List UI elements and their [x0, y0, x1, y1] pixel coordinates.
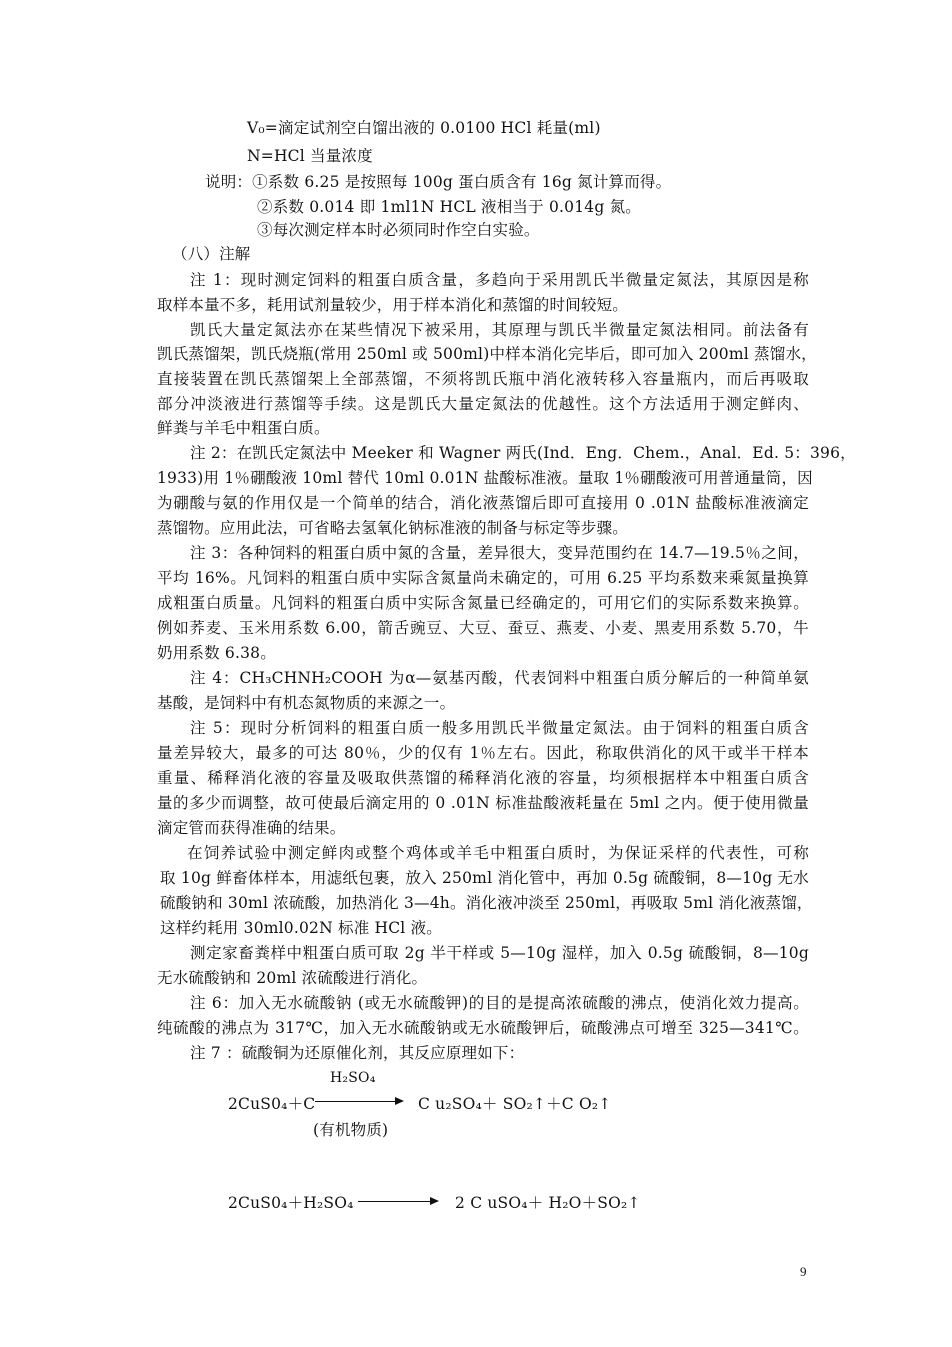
- feces-para-line2: 无水硫酸钠和 20ml 浓硫酸进行消化。: [157, 969, 428, 987]
- note5-line4: 量的多少而调整，故可使最后滴定用的 0 .01N 标准盐酸液耗量在 5ml 之内。便于使用微量: [157, 794, 809, 812]
- note3-line3: 成粗蛋白质量。凡饲料的粗蛋白质中实际含氮量已经确定的，可用它们的实际系数来换算。: [157, 594, 809, 612]
- note4-line2: 基酸，是饲料中有机态氮物质的来源之一。: [157, 694, 456, 712]
- note6-line2: 纯硫酸的沸点为 317℃，加入无水硫酸钠或无水硫酸钾后，硫酸沸点可增至 325—341℃。: [157, 1019, 809, 1037]
- n-definition: N=HCl 当量浓度: [247, 147, 373, 165]
- section-heading: （八）注解: [172, 245, 251, 263]
- note3-line4: 例如荞麦、玉米用系数 6.00，箭舌豌豆、大豆、蚕豆、燕麦、小麦、黑麦用系数 5.70，牛: [157, 619, 809, 637]
- eq2-arrow: [358, 1201, 430, 1202]
- eq1-note: (有机物质): [313, 1121, 389, 1139]
- note7-line: 注 7 ：硫酸铜为还原催化剂，其反应原理如下：: [190, 1044, 525, 1062]
- v0-definition: V₀=滴定试剂空白馏出液的 0.0100 HCl 耗量(ml): [247, 119, 601, 137]
- note6-line1: 注 6：加入无水硫酸钠 (或无水硫酸钾)的目的是提高浓硫酸的沸点，使消化效力提高。: [190, 994, 809, 1012]
- note4-line1: 注 4：CH₃CHNH₂COOH 为α—氨基丙酸，代表饲料中粗蛋白质分解后的一种简单氨: [190, 669, 809, 687]
- eq2-arrow-head: [430, 1197, 439, 1205]
- note1-line3: 凯氏大量定氮法亦在某些情况下被采用，其原理与凯氏半微量定氮法相同。前法备有: [190, 321, 809, 339]
- note1-line7: 鲜粪与羊毛中粗蛋白质。: [157, 419, 330, 437]
- note1-line2: 取样本量不多，耗用试剂量较少，用于样本消化和蒸馏的时间较短。: [157, 296, 629, 314]
- note1-line4: 凯氏蒸馏架，凯氏烧瓶(常用 250ml 或 500ml)中样本消化完毕后，即可加入 200ml 蒸馏水，: [157, 345, 817, 363]
- note3-line5: 奶用系数 6.38。: [157, 644, 276, 662]
- eq2-reactants: 2CuS0₄＋H₂SO₄: [228, 1194, 354, 1212]
- note5-line5: 滴定管而获得准确的结果。: [157, 819, 346, 837]
- explanation-2: ②系数 0.014 即 1ml1N HCL 液相当于 0.014g 氮。: [257, 198, 641, 216]
- note1-line5: 直接装置在凯氏蒸馏架上全部蒸馏，不须将凯氏瓶中消化液转移入容量瓶内，而后再吸取: [157, 370, 809, 388]
- feces-para-line1: 测定家畜粪样中粗蛋白质可取 2g 半干样或 5—10g 湿样，加入 0.5g 硫酸铜，8—10g: [190, 944, 809, 962]
- eq2-products: 2 C uSO₄＋ H₂O＋SO₂↑: [455, 1194, 641, 1212]
- sampling-para-line2: 取 10g 鲜畜体样本，用滤纸包裹，放入 250ml 消化管中，再加 0.5g 硫酸铜，8—10g 无水: [160, 869, 809, 887]
- sampling-para-line4: 这样约耗用 30ml0.02N 标准 HCl 液。: [160, 919, 442, 937]
- explanation-3: ③每次测定样本时必须同时作空白实验。: [257, 221, 540, 239]
- explanation-1: 说明：①系数 6.25 是按照每 100g 蛋白质含有 16g 氮计算而得。: [205, 173, 672, 191]
- eq1-catalyst: H₂SO₄: [330, 1070, 376, 1086]
- note3-line1: 注 3：各种饲料的粗蛋白质中氮的含量，差异很大，变异范围约在 14.7—19.5％之间，: [190, 544, 809, 562]
- eq1-arrow-head: [395, 1097, 404, 1105]
- sampling-para-line1: 在饲养试验中测定鲜肉或整个鸡体或羊毛中粗蛋白质时，为保证采样的代表性，可称: [187, 844, 809, 862]
- note5-line3: 重量、稀释消化液的容量及吸取供蒸馏的稀释消化液的容量，均须根据样本中粗蛋白质含: [157, 769, 809, 787]
- note2-line2: 1933)用 1％硼酸液 10ml 替代 10ml 0.01N 盐酸标准液。量取 1％硼酸液可用普通量筒，因: [157, 469, 813, 487]
- sampling-para-line3: 硫酸钠和 30ml 浓硫酸，加热消化 3—4h。消化液冲淡至 250ml，再吸取 5ml 消化液蒸馏，: [160, 894, 813, 912]
- eq1-reactants: 2CuS0₄＋C: [228, 1095, 316, 1113]
- eq1-products: C u₂SO₄＋ SO₂↑＋C O₂↑: [418, 1095, 612, 1113]
- note1-line6: 部分冲淡液进行蒸馏等手续。这是凯氏大量定氮法的优越性。这个方法适用于测定鲜肉、: [157, 395, 809, 413]
- note5-line1: 注 5：现时分析饲料的粗蛋白质一般多用凯氏半微量定氮法。由于饲料的粗蛋白质含: [190, 719, 809, 737]
- page-number: 9: [800, 1264, 807, 1279]
- eq1-arrow: [315, 1101, 395, 1102]
- note1-line1: 注 1：现时测定饲料的粗蛋白质含量，多趋向于采用凯氏半微量定氮法，其原因是称: [190, 271, 809, 289]
- note2-line4: 蒸馏物。应用此法，可省略去氢氧化钠标准液的制备与标定等步骤。: [157, 519, 629, 537]
- note2-line1: 注 2：在凯氏定氮法中 Meeker 和 Wagner 两氏(Ind．Eng．Chem.，Anal．Ed. 5：396，: [190, 444, 856, 462]
- note3-line2: 平均 16%。凡饲料的粗蛋白质中实际含氮量尚未确定的，可用 6.25 平均系数来乘氮量换算: [157, 569, 809, 587]
- note2-line3: 为硼酸与氨的作用仅是一个简单的结合，消化液蒸馏后即可直接用 0 .01N 盐酸标准液滴定: [157, 494, 809, 512]
- note5-line2: 量差异较大，最多的可达 80％，少的仅有 1％左右。因此，称取供消化的风干或半干样本: [157, 744, 809, 762]
